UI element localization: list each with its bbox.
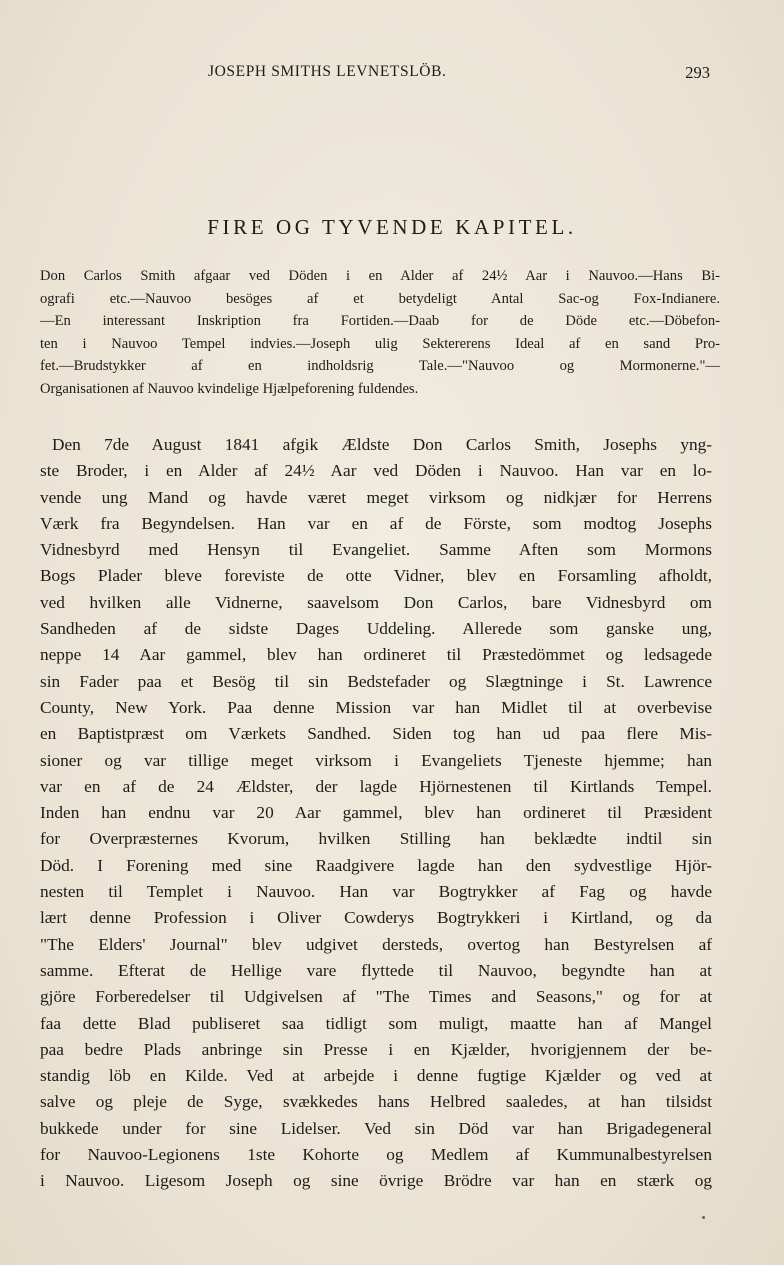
body-line: en Baptistpræst om Værkets Sandhed. Siden tog han ud paa flere Mis-: [40, 724, 712, 744]
running-head: [0, 63, 784, 85]
summary-line: ten i Nauvoo Tempel indvies.—Joseph ulig Sektererens Ideal af en sand Pro-: [40, 335, 720, 352]
body-line: i Nauvoo. Ligesom Joseph og sine övrige Brödre var han en stærk og: [40, 1171, 712, 1191]
summary-line: fet.—Brudstykker af en indholdsrig Tale.—"Nauvoo og Mormonerne."—: [40, 358, 720, 374]
body-line: nesten til Templet i Nauvoo. Han var Bogtrykker af Fag og havde: [40, 882, 712, 902]
body-line: bukkede under for sine Lidelser. Ved sin Död var han Brigadegeneral: [40, 1118, 712, 1138]
body-line: lært denne Profession i Oliver Cowderys Bogtrykkeri i Kirtland, og da: [40, 908, 712, 928]
body-line: Bogs Plader bleve foreviste de otte Vidner, blev en Forsamling afholdt,: [40, 566, 712, 586]
body-line: samme. Efterat de Hellige vare flyttede til Nauvoo, begyndte han at: [40, 960, 712, 980]
body-line: Vidnesbyrd med Hensyn til Evangeliet. Samme Aften som Mormons: [40, 540, 712, 560]
body-line: gjöre Forberedelser til Udgivelsen af "The Times and Seasons," og for at: [40, 987, 712, 1007]
body-line: for Overpræsternes Kvorum, hvilken Stilling han beklædte indtil sin: [40, 829, 712, 849]
body-line: Værk fra Begyndelsen. Han var en af de Förste, som modtog Josephs: [40, 513, 712, 533]
chapter-summary: [40, 265, 720, 400]
body-line: faa dette Blad publiseret saa tidligt som muligt, maatte han af Mangel: [40, 1013, 712, 1033]
body-line: "The Elders' Journal" blev udgivet dersteds, overtog han Bestyrelsen af: [40, 934, 712, 954]
body-line: Inden han endnu var 20 Aar gammel, blev han ordineret til Præsident: [40, 803, 712, 823]
page-number: 293: [685, 63, 710, 82]
ink-speck: [702, 1216, 705, 1219]
body-line: vende ung Mand og havde været meget virksom og nidkjær for Herrens: [40, 487, 712, 507]
body-line: var en af de 24 Ældster, der lagde Hjörnestenen til Kirtlands Tempel.: [40, 776, 712, 796]
summary-line: —En interessant Inskription fra Fortiden.—Daab for de Döde etc.—Döbefon-: [40, 313, 720, 329]
running-title: JOSEPH SMITHS LEVNETSLÖB.: [208, 63, 447, 80]
summary-line: Organisationen af Nauvoo kvindelige Hjælpeforening fuldendes.: [40, 380, 419, 397]
body-line: Död. I Forening med sine Raadgivere lagde han den sydvestlige Hjör-: [40, 855, 712, 875]
body-line: Den 7de August 1841 afgik Ældste Don Carlos Smith, Josephs yng-: [52, 435, 712, 454]
body-paragraph: [40, 432, 712, 1195]
body-line: neppe 14 Aar gammel, blev han ordineret til Præstedömmet og ledsagede: [40, 645, 712, 665]
body-line: standig löb en Kilde. Ved at arbejde i denne fugtige Kjælder og ved at: [40, 1066, 712, 1086]
body-line: Sandheden af de sidste Dages Uddeling. Allerede som ganske ung,: [40, 619, 712, 639]
summary-line: ografi etc.—Nauvoo besöges af et betydeligt Antal Sac-og Fox-Indianere.: [40, 290, 720, 307]
summary-line: Don Carlos Smith afgaar ved Döden i en Alder af 24½ Aar i Nauvoo.—Hans Bi-: [40, 268, 720, 284]
body-line: salve og pleje de Syge, svækkedes hans Helbred saaledes, at han tilsidst: [40, 1092, 712, 1112]
body-line: sioner og var tillige meget virksom i Evangeliets Tjeneste hjemme; han: [40, 750, 712, 770]
chapter-title: FIRE OG TYVENDE KAPITEL.: [207, 215, 577, 239]
body-line: County, New York. Paa denne Mission var han Midlet til at overbevise: [40, 697, 712, 717]
body-line: for Nauvoo-Legionens 1ste Kohorte og Medlem af Kummunalbestyrelsen: [40, 1145, 712, 1165]
body-line: ste Broder, i en Alder af 24½ Aar ved Döden i Nauvoo. Han var en lo-: [40, 461, 712, 481]
body-line: ved hvilken alle Vidnerne, saavelsom Don Carlos, bare Vidnesbyrd om: [40, 592, 712, 612]
body-line: sin Fader paa et Besög til sin Bedstefader og Slægtninge i St. Lawrence: [40, 671, 712, 691]
body-line: paa bedre Plads anbringe sin Presse i en Kjælder, hvorigjennem der be-: [40, 1039, 712, 1059]
